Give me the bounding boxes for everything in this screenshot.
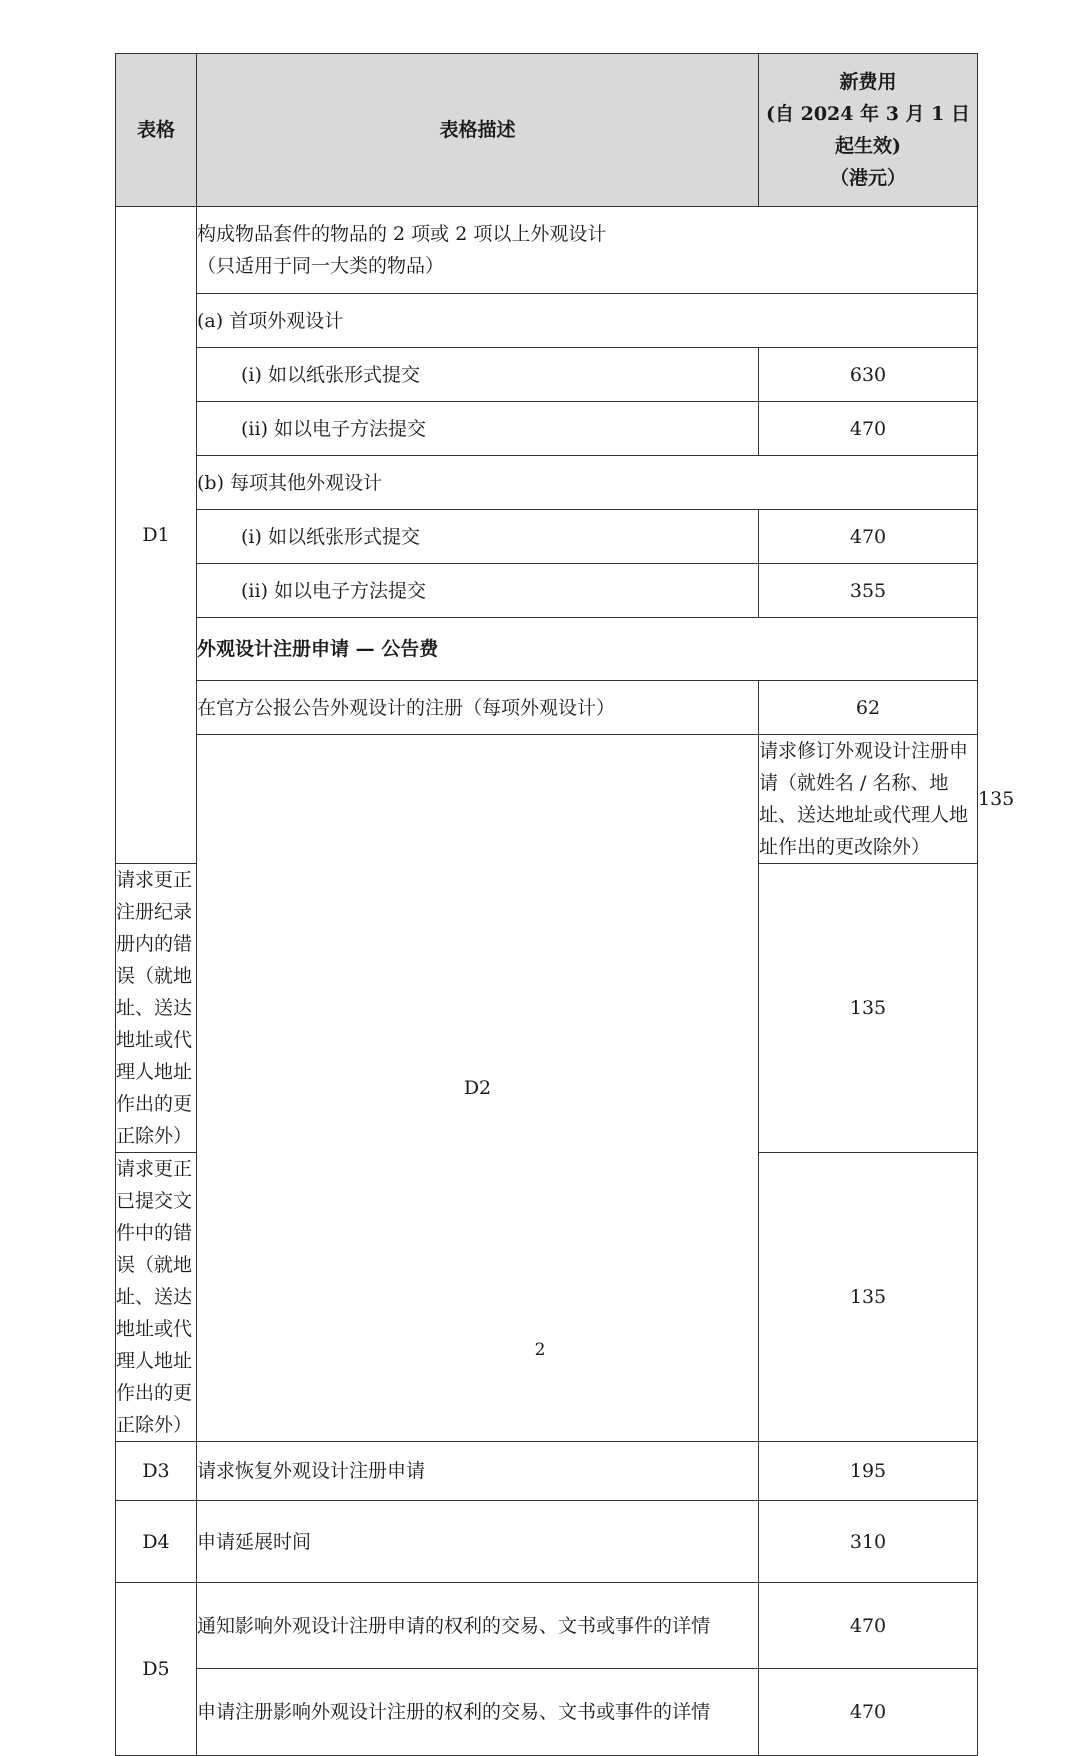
table-row xyxy=(116,618,978,681)
fee-value: 470 xyxy=(759,1583,978,1669)
table-row xyxy=(116,1501,978,1583)
fee-value: 310 xyxy=(759,1501,978,1583)
d1-b-i: (i) 如以纸张形式提交 xyxy=(197,510,759,564)
fee-table xyxy=(115,53,1015,1756)
form-code-d1: D1 xyxy=(116,207,197,864)
d2-row-1: 请求修订外观设计注册申请（就姓名 / 名称、地址、送达地址或代理人地址作出的更改除外） xyxy=(759,735,978,864)
d1-a-ii: (ii) 如以电子方法提交 xyxy=(197,402,759,456)
fee-value: 470 xyxy=(759,402,978,456)
fee-value: 62 xyxy=(759,681,978,735)
table-row xyxy=(116,564,978,618)
fee-value: 135 xyxy=(759,1153,978,1442)
fee-value: 470 xyxy=(759,1669,978,1756)
table-row xyxy=(116,510,978,564)
page-number: 2 xyxy=(534,1340,546,1360)
header-fee-line: （港元） xyxy=(829,167,906,189)
d5-row-1: 通知影响外观设计注册申请的权利的交易、文书或事件的详情 xyxy=(197,1583,759,1669)
fee-value: 470 xyxy=(759,510,978,564)
d4-desc: 申请延展时间 xyxy=(197,1501,759,1583)
d2-row-2: 请求更正注册纪录册内的错误（就地址、送达地址或代理人地址作出的更正除外） xyxy=(116,864,197,1153)
d1-a-label: (a) 首项外观设计 xyxy=(197,294,978,348)
table-row xyxy=(116,681,978,735)
table-row xyxy=(116,456,978,510)
fee-value: 355 xyxy=(759,564,978,618)
form-code-d5: D5 xyxy=(116,1583,197,1756)
d1-b-ii: (ii) 如以电子方法提交 xyxy=(197,564,759,618)
table-row xyxy=(116,1669,978,1756)
d5-row-2: 申请注册影响外观设计注册的权利的交易、文书或事件的详情 xyxy=(197,1669,759,1756)
header-fee-line: (自 2024 年 3 月 1 日 xyxy=(766,103,970,125)
d2-row-3: 请求更正已提交文件中的错误（就地址、送达地址或代理人地址作出的更正除外） xyxy=(116,1153,197,1442)
table-row xyxy=(116,402,978,456)
table-row xyxy=(116,1442,978,1501)
d1-a-i: (i) 如以纸张形式提交 xyxy=(197,348,759,402)
table-row xyxy=(116,207,978,294)
form-code-d3: D3 xyxy=(116,1442,197,1501)
d1-intro-line: 构成物品套件的物品的 2 项或 2 项以上外观设计 xyxy=(197,223,607,245)
section-title: 外观设计注册申请 — 公告费 xyxy=(197,618,978,681)
fee-value: 195 xyxy=(759,1442,978,1501)
form-code-d4: D4 xyxy=(116,1501,197,1583)
d1-b-label: (b) 每项其他外观设计 xyxy=(197,456,978,510)
header-form: 表格 xyxy=(116,54,197,207)
fee-value: 630 xyxy=(759,348,978,402)
table-row xyxy=(116,294,978,348)
d1-gazette: 在官方公报公告外观设计的注册（每项外观设计） xyxy=(197,681,759,735)
form-code-d2: D2 xyxy=(197,735,759,1442)
fee-value: 135 xyxy=(759,864,978,1153)
header-description: 表格描述 xyxy=(197,54,759,207)
d3-desc: 请求恢复外观设计注册申请 xyxy=(197,1442,759,1501)
d1-intro xyxy=(197,207,978,294)
table-row xyxy=(116,1583,978,1669)
header-fee-line: 新费用 xyxy=(839,71,897,93)
table-header-row xyxy=(116,54,978,207)
header-fee xyxy=(759,54,978,207)
table-row: D2 请求修订外观设计注册申请（就姓名 / 名称、地址、送达地址或代理人地址作出的更改除外） 135 xyxy=(116,735,978,864)
header-fee-line: 起生效) xyxy=(835,135,901,157)
table-row xyxy=(116,348,978,402)
d1-intro-line: （只适用于同一大类的物品） xyxy=(197,255,445,277)
